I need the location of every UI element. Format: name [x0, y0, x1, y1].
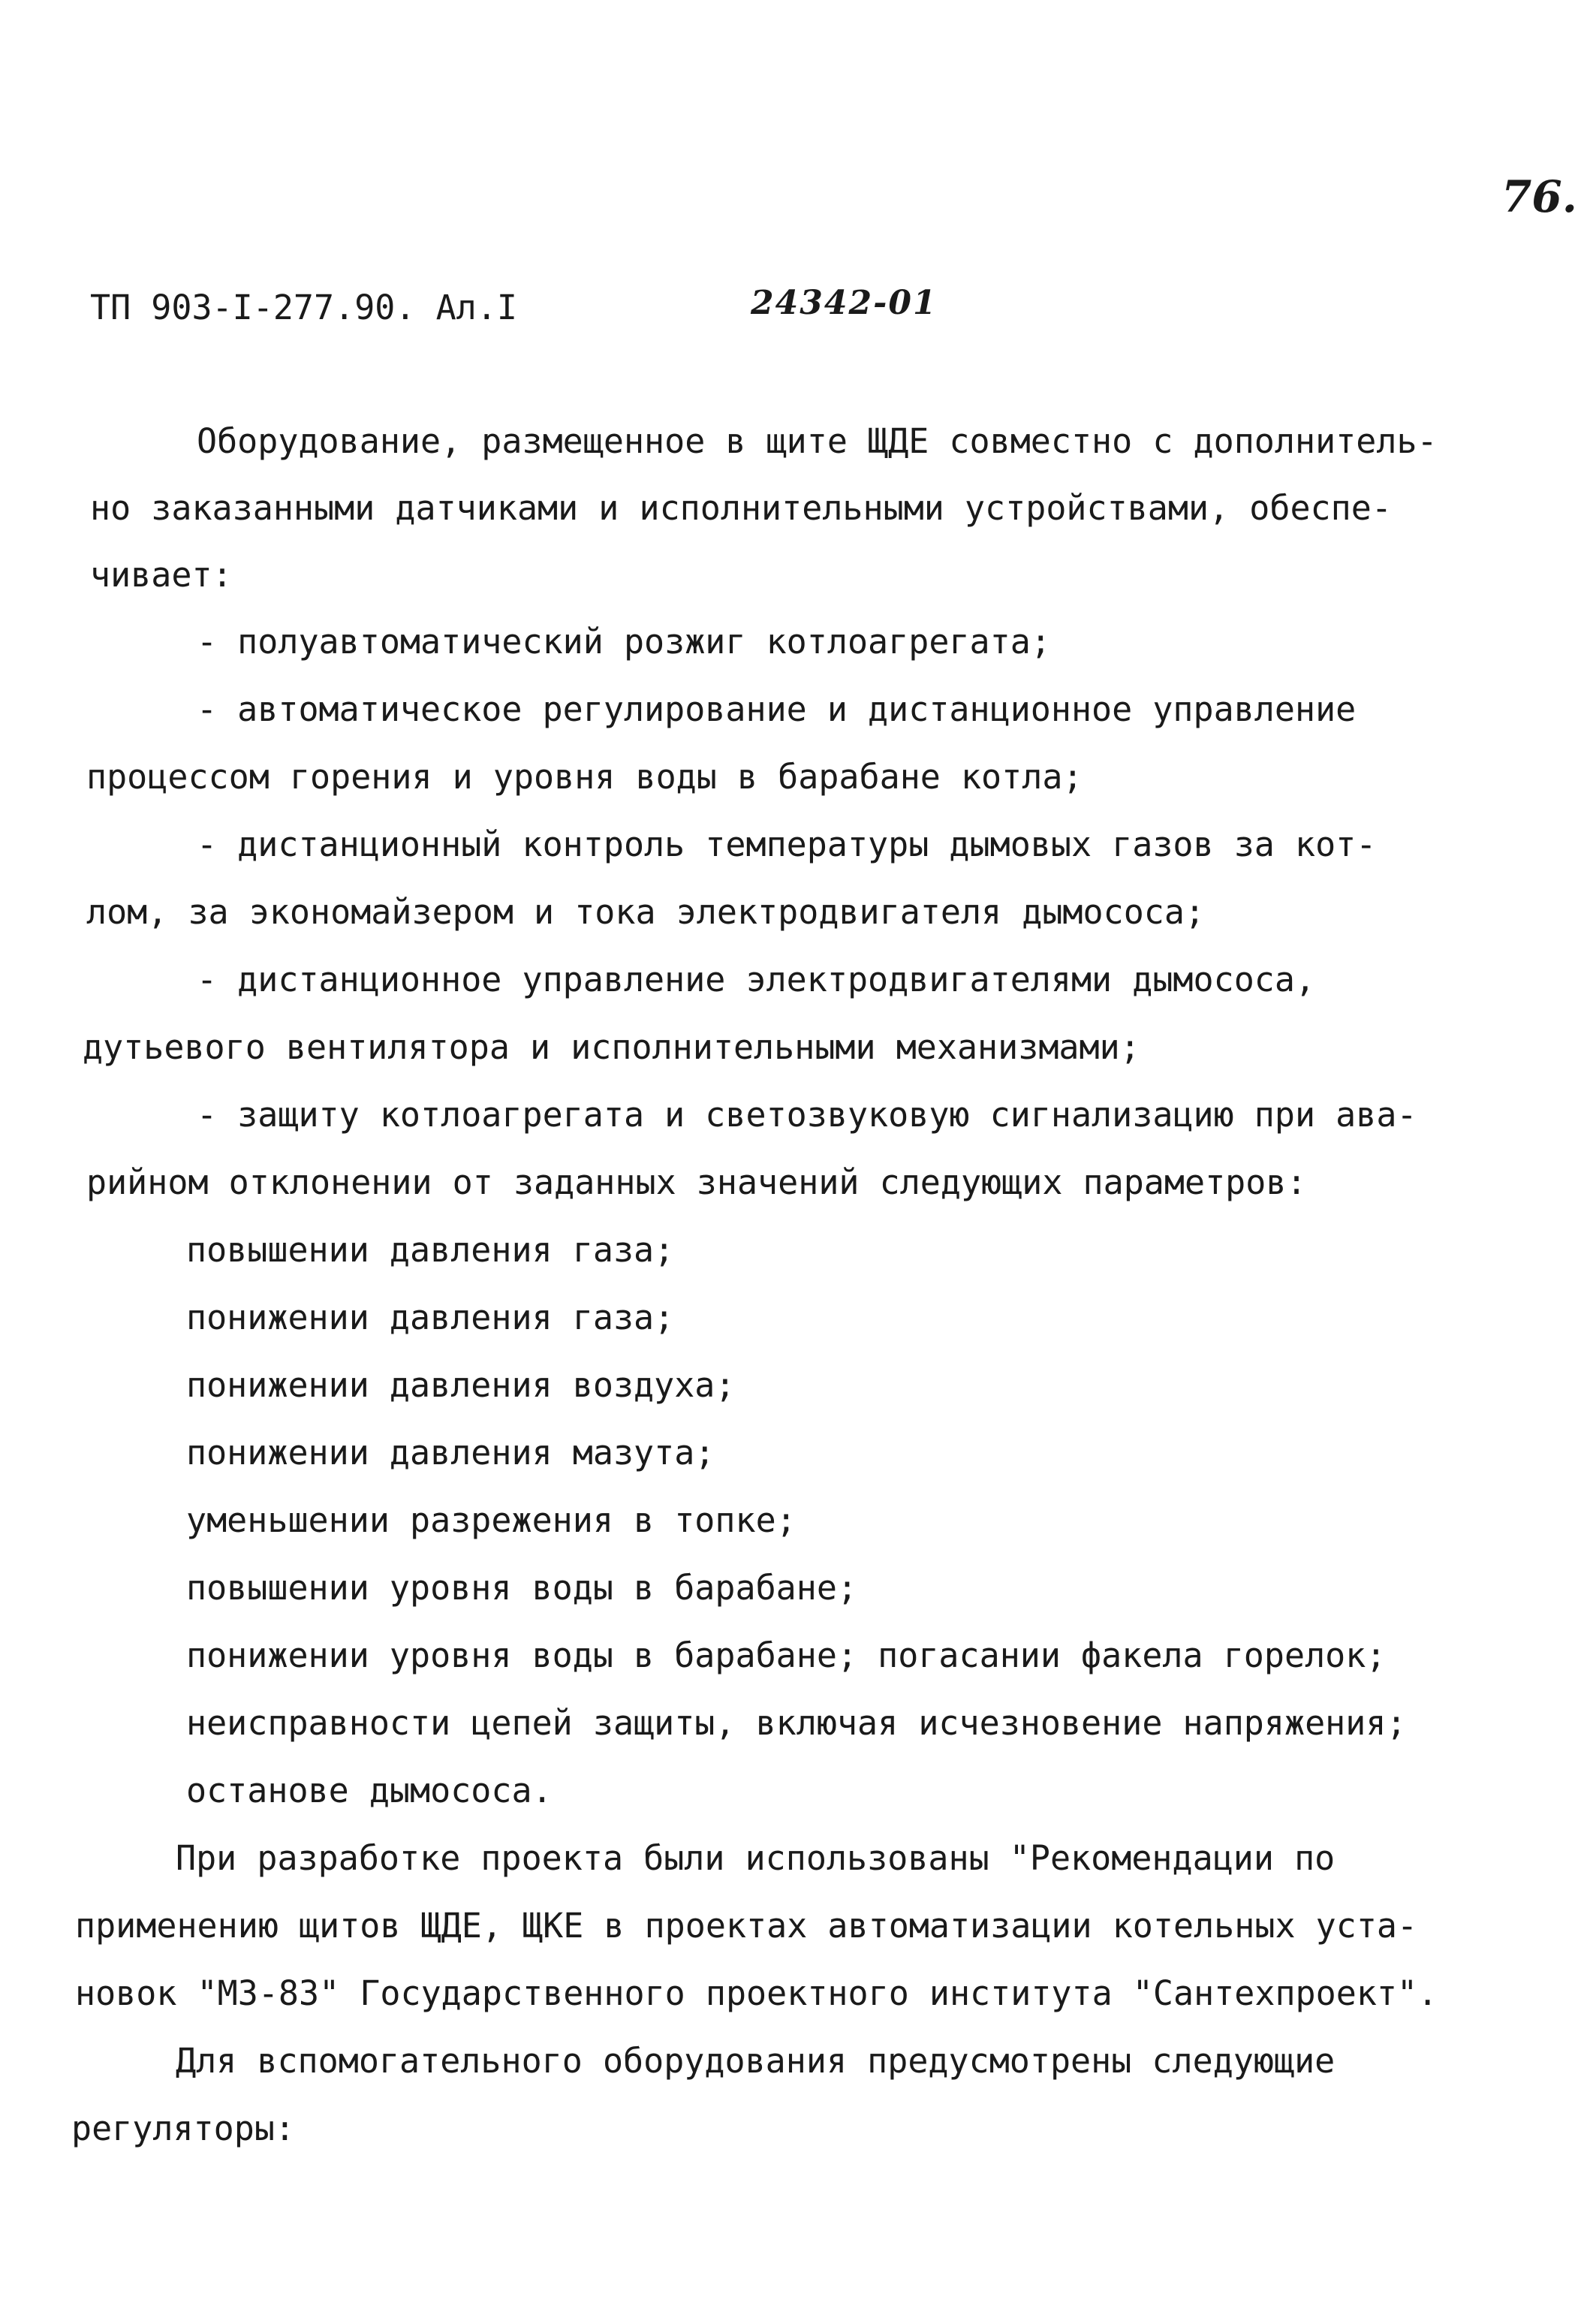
- handwritten-code: 24342-01: [751, 284, 938, 322]
- body-line: новок "МЗ-83" Государственного проектного института "Сантехпроект".: [75, 1973, 1438, 2013]
- body-line: регуляторы:: [71, 2109, 296, 2148]
- body-line: Для вспомогательного оборудования предусмотрены следующие: [176, 2041, 1336, 2081]
- page-number: 76.: [1501, 171, 1577, 222]
- body-line: лом, за экономайзером и тока электродвигателя дымососа;: [86, 892, 1206, 932]
- body-line: останове дымососа.: [186, 1771, 553, 1810]
- body-line: чивает:: [90, 555, 233, 595]
- body-line: повышении давления газа;: [186, 1230, 675, 1270]
- body-line: - полуавтоматический розжиг котлоагрегата;: [197, 622, 1051, 662]
- body-line: - дистанционный контроль температуры дымовых газов за кот-: [197, 824, 1377, 864]
- body-line: повышении уровня воды в барабане;: [186, 1568, 858, 1608]
- body-line: понижении давления мазута;: [186, 1433, 715, 1473]
- body-line: понижении давления газа;: [186, 1298, 675, 1337]
- body-line: применению щитов ЩДЕ, ЩКЕ в проектах автоматизации котельных уста-: [75, 1906, 1418, 1946]
- body-line: понижении давления воздуха;: [186, 1365, 736, 1405]
- body-line: - автоматическое регулирование и дистанционное управление: [197, 689, 1357, 729]
- body-line: - защиту котлоагрегата и светозвуковую сигнализацию при ава-: [197, 1095, 1417, 1135]
- body-line: Оборудование, размещенное в щите ЩДЕ совместно с дополнитель-: [197, 421, 1438, 461]
- body-line: процессом горения и уровня воды в барабане котла;: [86, 757, 1083, 797]
- body-line: - дистанционное управление электродвигателями дымососа,: [197, 960, 1316, 999]
- body-line: дутьевого вентилятора и исполнительными механизмами;: [83, 1027, 1140, 1067]
- body-line: понижении уровня воды в барабане; погасании факела горелок;: [186, 1635, 1387, 1675]
- body-line: рийном отклонении от заданных значений следующих параметров:: [86, 1162, 1307, 1202]
- body-line: неисправности цепей защиты, включая исчезновение напряжения;: [186, 1703, 1407, 1743]
- body-line: уменьшении разрежения в топке;: [186, 1500, 796, 1540]
- body-line: но заказанными датчиками и исполнительными устройствами, обеспе-: [90, 488, 1392, 528]
- document-code: ТП 903-I-277.90. Ал.I: [90, 288, 517, 327]
- body-line: При разработке проекта были использованы "Рекомендации по: [176, 1838, 1336, 1878]
